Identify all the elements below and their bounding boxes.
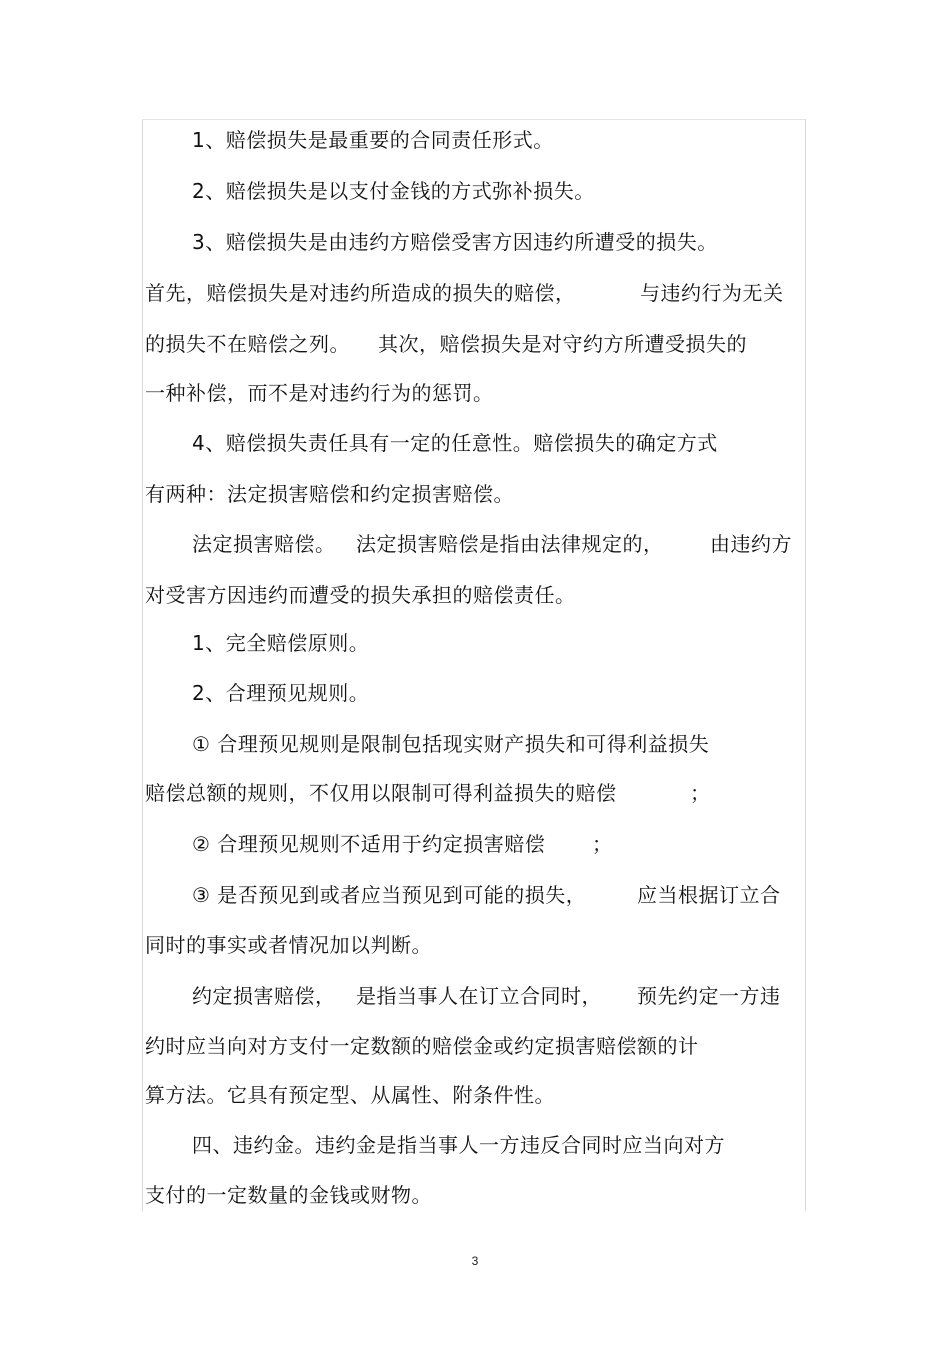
text-line: 是指当事人在订立合同时， bbox=[356, 984, 602, 1008]
text-line: 1、赔偿损失是最重要的合同责任形式。 bbox=[192, 128, 554, 152]
text-line: ； bbox=[690, 781, 711, 805]
text-line: 法定损害赔偿是指由法律规定的， bbox=[356, 532, 664, 556]
page-number: 3 bbox=[471, 1254, 479, 1268]
text-line: 支付的一定数量的金钱或财物。 bbox=[145, 1183, 432, 1207]
text-line: 3、赔偿损失是由违约方赔偿受害方因违约所遭受的损失。 bbox=[192, 230, 718, 254]
text-line: 4、赔偿损失责任具有一定的任意性。赔偿损失的确定方式 bbox=[192, 431, 718, 455]
text-line: ； bbox=[592, 832, 613, 856]
text-line: 法定损害赔偿。 bbox=[192, 532, 336, 556]
text-line: 首先，赔偿损失是对违约所造成的损失的赔偿， bbox=[145, 281, 576, 305]
text-line: 与违约行为无关 bbox=[640, 281, 784, 305]
text-line: 有两种：法定损害赔偿和约定损害赔偿。 bbox=[145, 482, 514, 506]
text-line: ② 合理预见规则不适用于约定损害赔偿 bbox=[192, 832, 546, 856]
text-line: 其次，赔偿损失是对守约方所遭受损失的 bbox=[378, 332, 747, 356]
text-line: 预先约定一方违 bbox=[637, 984, 781, 1008]
text-line: 的损失不在赔偿之列。 bbox=[145, 332, 350, 356]
text-line: 由违约方 bbox=[710, 532, 792, 556]
text-line: 一种补偿，而不是对违约行为的惩罚。 bbox=[145, 381, 494, 405]
text-line: 1、完全赔偿原则。 bbox=[192, 631, 370, 655]
text-line: 2、赔偿损失是以支付金钱的方式弥补损失。 bbox=[192, 179, 595, 203]
text-line: ① 合理预见规则是限制包括现实财产损失和可得利益损失 bbox=[192, 732, 710, 756]
text-line: 四、违约金。违约金是指当事人一方违反合同时应当向对方 bbox=[192, 1133, 725, 1157]
text-line: 2、合理预见规则。 bbox=[192, 681, 370, 705]
text-line: 算方法。它具有预定型、从属性、附条件性。 bbox=[145, 1083, 555, 1107]
text-line: 赔偿总额的规则，不仅用以限制可得利益损失的赔偿 bbox=[145, 781, 617, 805]
text-line: 应当根据订立合 bbox=[637, 883, 781, 907]
text-line: 对受害方因违约而遭受的损失承担的赔偿责任。 bbox=[145, 583, 576, 607]
text-line: 约时应当向对方支付一定数额的赔偿金或约定损害赔偿额的计 bbox=[145, 1034, 699, 1058]
text-line: 同时的事实或者情况加以判断。 bbox=[145, 933, 432, 957]
text-line: 约定损害赔偿， bbox=[192, 984, 336, 1008]
text-line: ③ 是否预见到或者应当预见到可能的损失， bbox=[192, 883, 587, 907]
